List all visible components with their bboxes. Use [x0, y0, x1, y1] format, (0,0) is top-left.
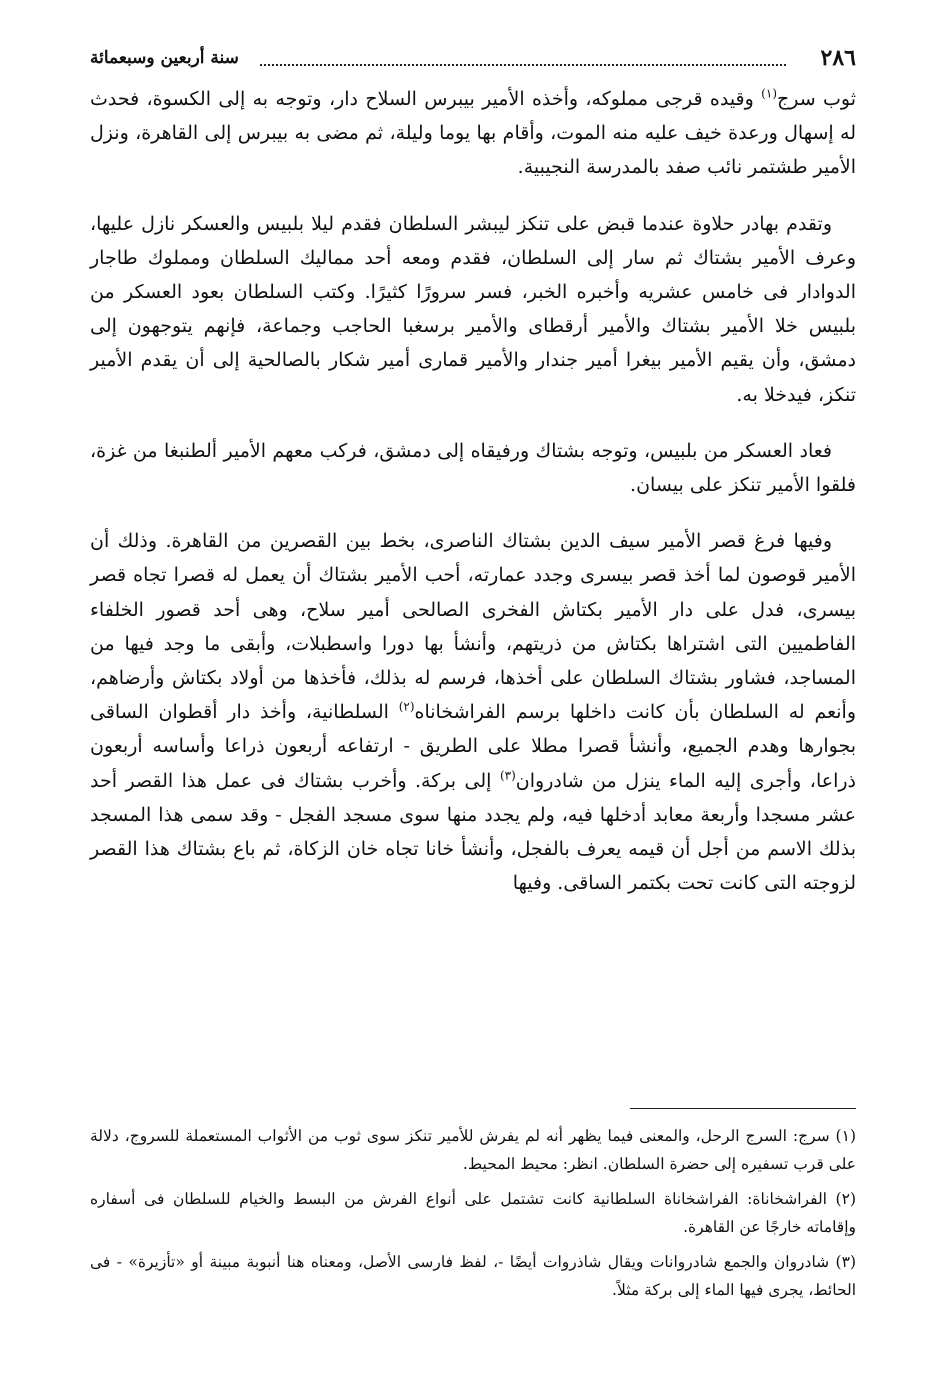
paragraph: فعاد العسكر من بلبيس، وتوجه بشتاك ورفيقاه إلى دمشق، فركب معهم الأمير ألطنبغا من غزة، فلقوا الأمير تنكز على بيسان. [90, 439, 856, 497]
footnote-marker: (٣) [499, 768, 516, 783]
paragraph-text: إلى بركة. وأخرب بشتاك فى عمل هذا القصر أحد عشر مسجدا وأربعة معابد أدخلها فيه، ولم يجدد منها سوى مسجد الفجل - وقد سمى هذا المسجد بذلك الاسم من أجل أن قيمه يعرف بالفجل، وأنشأ خانا تجاه خان الزكاة، ثم باع بشتاك هذا القصر لزوجته التى كانت تحت بكتمر الساقى. وفيها [90, 769, 856, 895]
paragraph [90, 82, 856, 185]
footnote-separator [630, 1108, 856, 1109]
paragraph-text: وفيها فرغ قصر الأمير سيف الدين بشتاك الناصرى، بخط بين القصرين من القاهرة. وذلك أن الأمير قوصون لما أخذ قصر بيسرى وجدد عمارته، أحب الأمير بشتاك أن يعمل له قصرا تجاه قصر بيسرى، فدل على دار الأمير بكتاش الفخرى الصالحى أمير سلاح، وهى أحد قصور الخلفاء الفاطميين التى اشتراها بكتاش من ذريتهم، وأنشأ بها دورا واسطبلات، وأبقى ما وجد فيها من المساجد، فشاور بشتاك السلطان على أخذها، فرسم له بذلك، فأخذها من أولاد بكتاش وأرضاهم، وأنعم له السلطان بأن كانت داخلها برسم الفراشخاناه [90, 530, 856, 724]
paragraph-text: السلطانية، وأخذ دار أقطوان الساقى بجوارها وهدم الجميع، وأنشأ قصرا مطلا على الطريق - ارتفاعه أربعون ذراعا وأساسه أربعون ذراعا، وأجرى إليه الماء ينزل من شادروان [90, 701, 856, 792]
footnote: (٢) الفراشخاناة: الفراشخاناة السلطانية كانت تشتمل على أنواع الفرش من البسط والخيام للسلطان فى أسفاره وإقاماته خارجًا عن القاهرة. [90, 1190, 856, 1236]
footnotes [90, 1122, 856, 1311]
paragraph [90, 524, 856, 900]
footnote-marker: (٢) [398, 699, 415, 714]
footnote: (٣) شادروان والجمع شادروانات ويقال شاذروات أيضًا -، لفظ فارسى الأصل، ومعناه هنا أنبوبة مبينة أو «تأزيرة» - فى الحائط، يجرى فيها الماء إلى بركة مثلاً. [90, 1253, 856, 1299]
footnote-marker: (١) [761, 86, 777, 101]
paragraph-text: وقيده قرجى مملوكه، وأخذه الأمير بيبرس السلاح دار، وتوجه به إلى الكسوة، فحدث له إسهال ورعدة خيف عليه منه الموت، وأقام بها يوما وليلة، ثم مضى به بيبرس إلى القاهرة، ونزل الأمير طشتمر نائب صفد بالمدرسة النجيبية. [90, 88, 856, 179]
page-header [90, 40, 856, 76]
paragraph-text: ثوب سرج [777, 88, 857, 110]
header-dotted-leader [260, 64, 786, 66]
page-number: ٢٨٦ [820, 45, 856, 71]
main-text [90, 82, 856, 922]
running-title: سنة أربعين وسبعمائة [90, 48, 239, 68]
paragraph: وتقدم بهادر حلاوة عندما قبض على تنكز ليبشر السلطان فقدم ليلا بلبيس والعسكر نازل عليها، وعرف الأمير بشتاك ثم سار إلى السلطان، فقدم ومعه أحد مماليك السلطان ومملوك طاجار الدوادار فى خامس عشريه وأخبره الخبر، فسر سرورًا كثيرًا. وكتب السلطان بعود العسكر من بلبيس خلا الأمير بشتاك والأمير أرقطاى والأمير برسغبا الحاجب وجماعة، فإنهم يتوجهون إلى دمشق، وأن يقيم الأمير بيغرا أمير جندار والأمير قمارى أمير شكار بالصالحية إلى أن يقدم الأمير تنكز، فيدخلا به. [90, 212, 856, 406]
footnote: (١) سرج: السرج الرحل، والمعنى فيما يظهر أنه لم يفرش للأمير تنكز سوى ثوب من الأثواب المستعملة للسروج، دلالة على قرب تسفيره إلى حضرة السلطان. انظر: محيط المحيط. [90, 1127, 856, 1173]
